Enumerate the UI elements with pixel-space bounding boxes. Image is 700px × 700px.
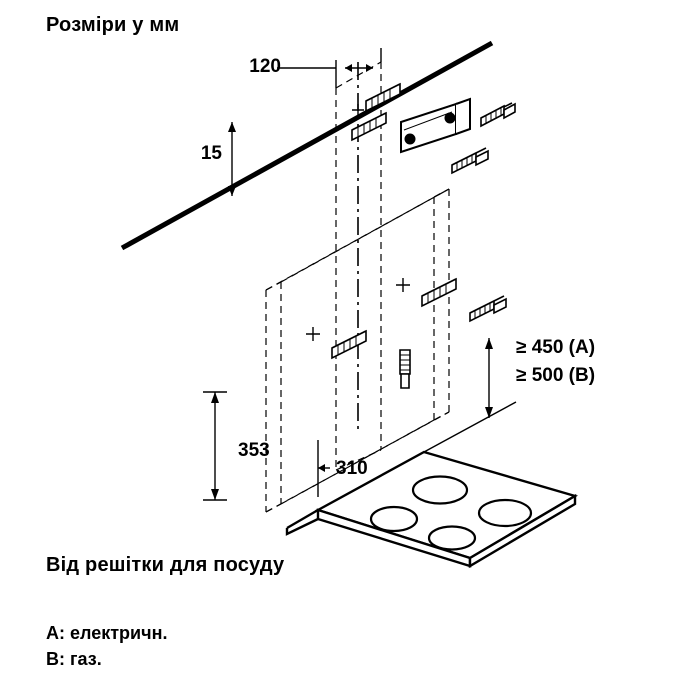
dimension-353 [203, 392, 227, 500]
legend-item-b [46, 646, 167, 672]
legend-item-a [46, 620, 167, 646]
section-subtitle: Від решітки для посуду [46, 554, 285, 576]
page-title: Розміри у мм [46, 14, 180, 36]
dimension-15-label: 15 [200, 143, 222, 164]
dimension-353-label: 353 [238, 440, 270, 461]
wall-line [122, 43, 492, 248]
legend [46, 620, 167, 672]
cooktop [287, 452, 575, 566]
clearance-a-label: ≥ 450 (A) [516, 337, 596, 358]
legend-key-a: A: [46, 623, 65, 643]
dimension-120-label: 120 [249, 56, 281, 77]
dimension-310-label: 310 [336, 458, 368, 479]
legend-value-b: газ. [70, 649, 102, 669]
legend-key-b: B: [46, 649, 65, 669]
clearance-b-label: ≥ 500 (B) [516, 365, 596, 386]
legend-value-a: електричн. [70, 623, 168, 643]
wall-bracket [401, 99, 470, 152]
dimension-120 [277, 48, 381, 88]
